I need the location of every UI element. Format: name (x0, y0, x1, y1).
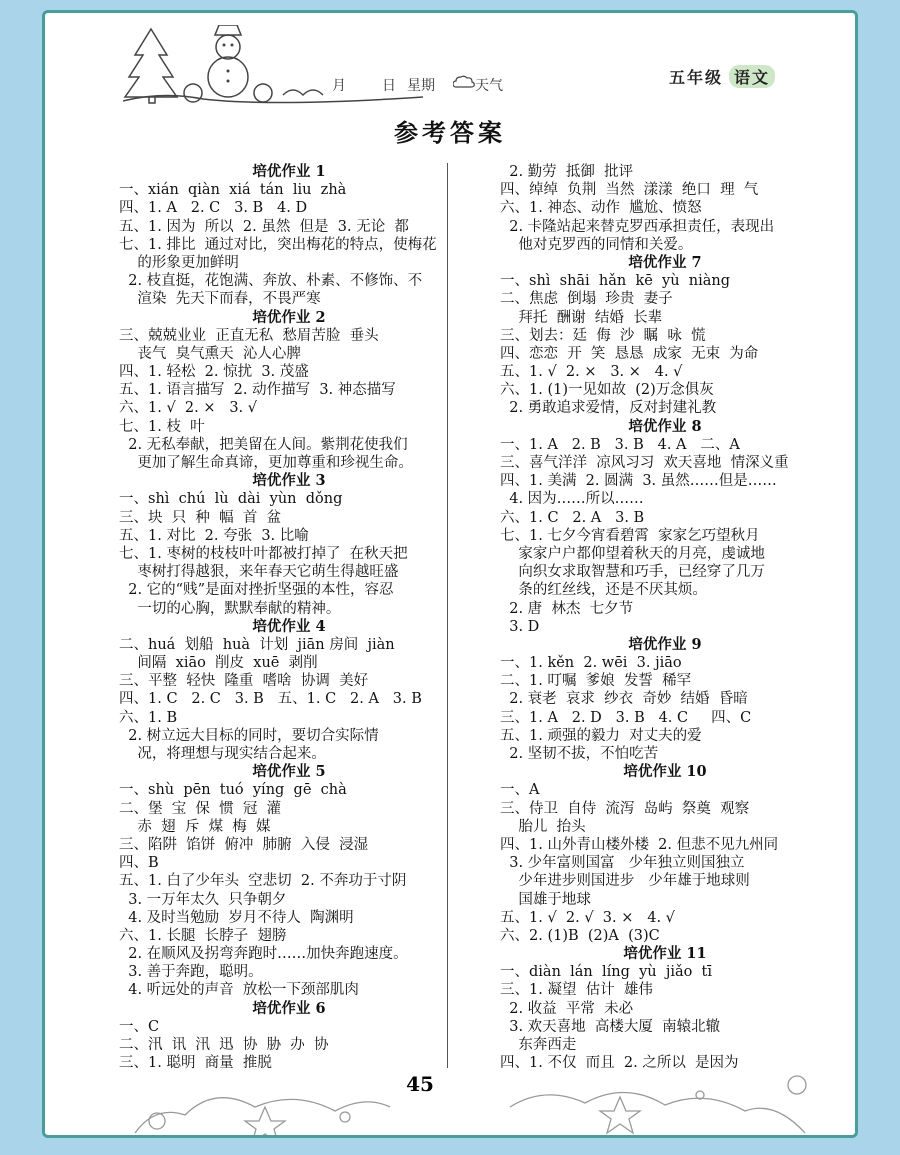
answer-line: 2. 无私奉献，把美留在人间。紫荆花使我们 (119, 436, 408, 453)
column-divider (447, 163, 448, 1068)
section-heading: 培优作业 10 (623, 763, 707, 781)
answer-line: 五、1. 因为 所以 2. 虽然 但是 3. 无论 都 (119, 218, 409, 235)
answer-line: 一切的心胸，默默奉献的精神。 (119, 600, 341, 617)
answer-line: 一、diàn lán líng yù jiǎo tī (500, 964, 713, 981)
weather-label: 天气 (475, 78, 503, 94)
answer-line: 4. 因为……所以…… (500, 491, 644, 508)
cloud-icon (453, 75, 475, 93)
answer-line: 4. 及时当勉励 岁月不待人 陶渊明 (119, 909, 354, 926)
answer-line: 四、1. 不仅 而且 2. 之所以 是因为 (500, 1055, 739, 1072)
answer-line: 2. 勇敢追求爱情，反对封建礼教 (500, 400, 717, 417)
answer-line: 三、1. 凝望 估计 雄伟 (500, 982, 653, 999)
answer-line: 四、恋恋 开 笑 恳恳 成家 无束 为命 (500, 345, 759, 362)
answer-line: 六、1. 长腿 长脖子 翅膀 (119, 927, 287, 944)
subject-badge: 语文 (729, 65, 775, 88)
answer-line: 3. 善于奔跑，聪明。 (119, 964, 263, 981)
christmas-tree-snowman-illustration (123, 25, 423, 105)
section-heading: 培优作业 3 (252, 472, 326, 490)
left-answer-column (119, 163, 459, 1072)
answer-line: 一、shì shāi hǎn kē yù niàng (500, 273, 731, 290)
answer-line: 拜托 酬谢 结婚 长辈 (500, 309, 663, 326)
answer-line: 一、shì chú lù dài yùn dǒng (119, 491, 343, 508)
answer-line: 四、1. A 2. C 3. B 4. D (119, 200, 308, 217)
answer-line: 一、1. kěn 2. wēi 3. jiāo (500, 655, 682, 672)
answer-line: 三、1. A 2. D 3. B 4. C 四、C (500, 709, 752, 726)
week-label: 星期 (407, 78, 435, 94)
answer-line: 七、1. 枝 叶 (119, 418, 205, 435)
answer-line: 2. 坚韧不拔，不怕吃苦 (500, 746, 659, 762)
answer-line: 2. 唐 林杰 七夕节 (500, 600, 634, 617)
answer-line: 条的红丝线，还是不厌其烦。 (500, 582, 707, 599)
answer-line: 3. 少年富则国富 少年独立则国独立 (500, 855, 745, 872)
section-heading: 培优作业 2 (252, 308, 326, 326)
answer-line: 丧气 臭气熏天 沁人心脾 (119, 345, 301, 362)
answer-line: 五、1. 对比 2. 夸张 3. 比喻 (119, 527, 309, 544)
answer-line: 2. 卡隆站起来替克罗西承担责任，表现出 (500, 218, 775, 235)
answer-line: 4. 听远处的声音 放松一下颈部肌肉 (119, 982, 359, 999)
answer-line: 四、1. 山外青山楼外楼 2. 但悲不见九州同 (500, 836, 779, 853)
answer-line: 3. D (500, 618, 540, 635)
answer-line: 三、划去：廷 侮 沙 瞩 咏 慌 (500, 327, 706, 344)
month-label: 月 (332, 78, 346, 94)
answer-line: 国雄于地球 (500, 891, 591, 908)
answer-line: 一、C (119, 1018, 160, 1035)
answer-line: 况，将理想与现实结合起来。 (119, 746, 326, 762)
answer-line: 赤 翅 斥 煤 梅 媒 (119, 818, 271, 835)
answer-line: 五、1. 顽强的毅力 对丈夫的爱 (500, 727, 702, 744)
section-heading: 培优作业 6 (252, 999, 326, 1017)
answer-line: 渲染 先天下而春，不畏严寒 (119, 291, 321, 308)
answer-line: 五、1. √ 2. √ 3. × 4. √ (500, 909, 675, 926)
answer-line: 2. 它的“贱”是面对挫折坚强的本性，容忍 (119, 582, 394, 599)
answer-line: 少年进步则国进步 少年雄于地球则 (500, 873, 750, 890)
answer-line: 六、1. C 2. A 3. B (500, 509, 645, 526)
answer-line: 六、1. √ 2. × 3. √ (119, 400, 258, 417)
answer-line: 四、1. 轻松 2. 惊扰 3. 茂盛 (119, 364, 309, 381)
answer-line: 三、平整 轻快 隆重 嗜啥 协调 美好 (119, 673, 369, 690)
answer-line: 三、陷阱 馅饼 俯冲 肺腑 入侵 浸湿 (119, 836, 369, 853)
answer-line: 二、1. 叮嘱 爹娘 发誓 稀罕 (500, 673, 692, 690)
page-number: 45 (396, 1060, 444, 1108)
answer-line: 胎儿 抬头 (500, 818, 586, 835)
section-heading: 培优作业 9 (628, 635, 702, 653)
answer-line: 一、1. A 2. B 3. B 4. A 二、A (500, 436, 740, 453)
answer-line: 五、1. 白了少年头 空悲切 2. 不奔功于寸阴 (119, 873, 407, 890)
answer-page (42, 10, 858, 1138)
answer-line: 他对克罗西的同情和关爱。 (500, 236, 693, 253)
right-answer-column (500, 163, 830, 1072)
answer-line: 三、喜气洋洋 凉风习习 欢天喜地 情深义重 (500, 455, 789, 471)
section-heading: 培优作业 11 (623, 945, 707, 963)
answer-line: 四、B (119, 855, 159, 872)
answer-line: 东奔西走 (500, 1037, 577, 1053)
answer-line: 间隔 xiāo 削皮 xuē 剥削 (119, 655, 318, 672)
answer-line: 二、汛 讯 汛 迅 协 胁 办 协 (119, 1037, 329, 1053)
grade-label: 五年级 (668, 68, 723, 87)
answer-line: 向织女求取智慧和巧手，已经穿了几万 (500, 564, 765, 581)
section-heading: 培优作业 8 (628, 417, 702, 435)
answer-line: 二、焦虑 倒塌 珍贵 妻子 (500, 291, 673, 308)
answer-line: 七、1. 七夕今宵看碧霄 家家乞巧望秋月 (500, 527, 760, 544)
answer-line: 六、1. (1)一见如故 (2)万念俱灰 (500, 382, 714, 399)
answer-line: 六、1. B (119, 709, 178, 726)
answer-line: 二、huá 划船 huà 计划 jiān 房间 jiàn (119, 636, 395, 653)
section-heading: 培优作业 1 (252, 163, 326, 180)
answer-line: 更加了解生命真谛，更加尊重和珍视生命。 (119, 455, 413, 471)
answer-line: 二、堡 宝 保 惯 冠 灌 (119, 800, 282, 817)
answer-line: 2. 收益 平常 未必 (500, 1000, 634, 1017)
answer-line: 家家户户都仰望着秋天的月亮，虔诚地 (500, 545, 765, 562)
answer-line: 2. 衰老 哀求 纱衣 奇妙 结婚 昏暗 (500, 691, 748, 708)
answer-line: 三、1. 聪明 商量 推脱 (119, 1055, 272, 1072)
answer-line: 四、1. 美满 2. 圆满 3. 虽然……但是…… (500, 473, 777, 490)
section-heading: 培优作业 7 (628, 253, 702, 271)
answer-line: 2. 在顺风及拐弯奔跑时……加快奔跑速度。 (119, 946, 408, 963)
grade-subject (669, 65, 775, 88)
section-heading: 培优作业 5 (252, 763, 326, 781)
answer-line: 一、shù pēn tuó yíng gē chà (119, 782, 347, 799)
page-title: 参考答案 (394, 118, 506, 147)
answer-line: 四、1. C 2. C 3. B 五、1. C 2. A 3. B (119, 691, 422, 708)
cloud-star-footer-decoration (45, 1045, 855, 1135)
answer-line: 六、2. (1)B (2)A (3)C (500, 927, 660, 944)
page-header (45, 13, 855, 147)
answer-line: 2. 枝直挺，花饱满、奔放、朴素、不修饰、不 (119, 273, 423, 290)
answer-line: 七、1. 枣树的枝枝叶叶都被打掉了 在秋天把 (119, 545, 408, 562)
answer-line: 六、1. 神态、动作 尴尬、愤怒 (500, 200, 702, 217)
section-heading: 培优作业 4 (252, 617, 326, 635)
answer-line: 的形象更加鲜明 (119, 254, 239, 271)
answer-line: 三、块 只 种 幅 首 盆 (119, 509, 282, 526)
answer-line: 3. 一万年太久 只争朝夕 (119, 891, 287, 908)
answer-line: 三、侍卫 自侍 流泻 岛屿 祭奠 观察 (500, 800, 750, 817)
answer-line: 三、兢兢业业 正直无私 愁眉苦脸 垂头 (119, 327, 379, 344)
answer-line: 3. 欢天喜地 高楼大厦 南辕北辙 (500, 1018, 721, 1035)
answer-line: 四、绰绰 负荆 当然 漾漾 绝口 理 气 (500, 182, 759, 199)
answer-line: 一、xián qiàn xiá tán liu zhà (119, 182, 347, 199)
answer-line: 枣树打得越狠，来年春天它萌生得越旺盛 (119, 564, 399, 581)
answer-line: 2. 勤劳 抵御 批评 (500, 164, 634, 180)
answer-line: 五、1. √ 2. × 3. × 4. √ (500, 364, 683, 381)
answer-line: 2. 树立远大目标的同时，要切合实际情 (119, 727, 379, 744)
answer-line: 七、1. 排比 通过对比，突出梅花的特点，使梅花 (119, 236, 437, 253)
answer-line: 五、1. 语言描写 2. 动作描写 3. 神态描写 (119, 382, 396, 399)
day-label: 日 (382, 78, 396, 94)
answer-line: 一、A (500, 782, 540, 799)
